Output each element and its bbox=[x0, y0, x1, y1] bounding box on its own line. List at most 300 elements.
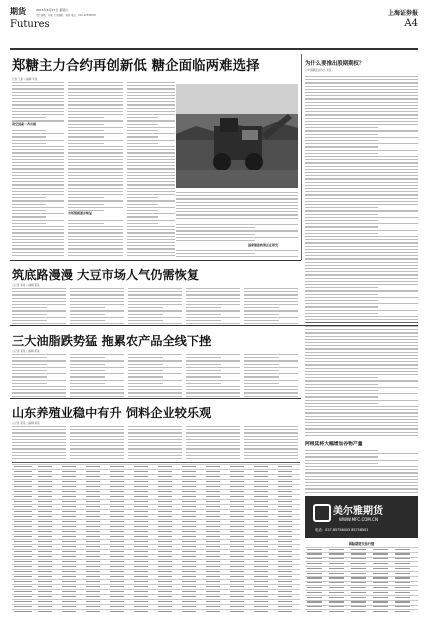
text-line bbox=[186, 452, 240, 453]
text-line bbox=[244, 380, 298, 381]
text-line bbox=[305, 159, 418, 160]
text-line bbox=[12, 213, 64, 214]
text-line bbox=[127, 156, 175, 157]
table-cell-mark bbox=[110, 566, 124, 567]
text-line bbox=[127, 82, 175, 83]
text-line bbox=[70, 439, 124, 440]
text-line bbox=[305, 485, 418, 486]
table-cell-mark bbox=[62, 556, 76, 557]
table-cell-mark bbox=[158, 541, 172, 542]
text-line bbox=[12, 114, 64, 115]
text-line bbox=[70, 298, 124, 299]
right-table-cell-mark bbox=[395, 601, 410, 602]
text-line bbox=[70, 320, 105, 321]
text-line bbox=[244, 360, 298, 361]
text-line bbox=[305, 479, 418, 480]
ad-brand: 美尔雅期货 bbox=[333, 506, 383, 517]
table-grid-row bbox=[12, 479, 300, 480]
text-line bbox=[12, 117, 46, 118]
table-cell-mark bbox=[278, 466, 292, 467]
ad-phone: 电话：027-85756003 85758502 bbox=[315, 528, 369, 532]
table-cell-mark bbox=[62, 486, 76, 487]
table-grid-row bbox=[12, 569, 300, 570]
text-line bbox=[127, 98, 175, 99]
text-line bbox=[68, 149, 123, 150]
text-line bbox=[68, 130, 104, 131]
text-line bbox=[68, 255, 123, 256]
table-cell-mark bbox=[110, 506, 124, 507]
table-cell-mark bbox=[182, 516, 196, 517]
text-line bbox=[305, 281, 418, 282]
text-line bbox=[12, 426, 66, 427]
text-line bbox=[68, 172, 123, 173]
table-cell-mark bbox=[38, 501, 52, 502]
text-line bbox=[305, 339, 418, 340]
table-cell-mark bbox=[134, 596, 148, 597]
table-cell-mark bbox=[158, 516, 172, 517]
text-line bbox=[305, 387, 418, 388]
table-cell-mark bbox=[62, 611, 76, 612]
story3-byline: ○记者 某某 ○编辑 某某 bbox=[12, 350, 40, 353]
text-line bbox=[305, 146, 378, 147]
table-grid-row bbox=[12, 504, 300, 505]
table-cell-mark bbox=[134, 511, 148, 512]
table-cell-mark bbox=[134, 471, 148, 472]
text-line bbox=[186, 323, 240, 324]
text-line bbox=[12, 288, 66, 289]
text-line bbox=[186, 360, 240, 361]
right-table-cell-mark bbox=[351, 563, 366, 564]
text-line bbox=[12, 448, 66, 449]
table-cell-mark bbox=[182, 496, 196, 497]
table-cell-mark bbox=[158, 486, 172, 487]
text-line bbox=[12, 156, 64, 157]
table-cell-mark bbox=[62, 526, 76, 527]
text-line bbox=[305, 207, 378, 208]
table-cell-mark bbox=[134, 466, 148, 467]
table-grid-row bbox=[12, 534, 300, 535]
table-cell-mark bbox=[38, 491, 52, 492]
table-cell-mark bbox=[38, 561, 52, 562]
text-line bbox=[244, 442, 298, 443]
table-cell-mark bbox=[230, 586, 244, 587]
table-cell-mark bbox=[110, 476, 124, 477]
table-grid-row bbox=[12, 544, 300, 545]
table-cell-mark bbox=[278, 526, 292, 527]
text-line bbox=[305, 130, 418, 131]
text-line bbox=[305, 242, 418, 243]
text-line bbox=[127, 232, 175, 233]
table-cell-mark bbox=[182, 601, 196, 602]
text-line bbox=[70, 367, 124, 368]
table-cell-mark bbox=[158, 531, 172, 532]
story2-byline: ○记者 某某 ○编辑 某某 bbox=[12, 284, 40, 287]
text-line bbox=[305, 428, 418, 429]
right-table-cell-mark bbox=[373, 582, 388, 583]
story4-byline: ○记者 某某 ○编辑 某某 bbox=[12, 422, 40, 425]
table-cell-mark bbox=[38, 591, 52, 592]
text-line bbox=[128, 323, 182, 324]
text-line bbox=[186, 458, 240, 459]
text-line bbox=[244, 458, 298, 459]
text-line bbox=[12, 429, 66, 430]
text-line bbox=[12, 255, 64, 256]
table-cell-mark bbox=[38, 526, 52, 527]
text-line bbox=[186, 436, 240, 437]
right-table-cell-mark bbox=[395, 606, 410, 607]
sidebar-byline: ○中国期货业协会 某某 bbox=[305, 69, 332, 72]
table-cell-mark bbox=[62, 481, 76, 482]
text-line bbox=[127, 172, 175, 173]
right-table-cell-mark bbox=[395, 577, 410, 578]
text-line bbox=[186, 376, 221, 377]
text-line bbox=[305, 153, 378, 154]
table-cell-mark bbox=[158, 611, 172, 612]
right-table-cell-mark bbox=[307, 611, 322, 612]
text-line bbox=[244, 439, 298, 440]
table-cell-mark bbox=[278, 556, 292, 557]
text-line bbox=[128, 291, 182, 292]
table-cell-mark bbox=[134, 486, 148, 487]
table-cell-mark bbox=[86, 501, 100, 502]
text-line bbox=[70, 376, 105, 377]
table-cell-mark bbox=[14, 566, 32, 567]
table-cell-mark bbox=[278, 591, 292, 592]
right-table-row bbox=[305, 595, 418, 596]
text-line bbox=[305, 230, 418, 231]
text-line bbox=[127, 165, 175, 166]
table-cell-mark bbox=[206, 541, 220, 542]
story2-headline: 筑底路漫漫 大豆市场人气仍需恢复 bbox=[12, 268, 200, 282]
table-cell-mark bbox=[134, 576, 148, 577]
text-line bbox=[70, 392, 124, 393]
table-cell-mark bbox=[158, 576, 172, 577]
table-cell-mark bbox=[134, 526, 148, 527]
text-line bbox=[244, 386, 298, 387]
text-line bbox=[12, 200, 64, 201]
table-cell-mark bbox=[38, 496, 52, 497]
text-line bbox=[12, 220, 64, 221]
subhead-1: 利空因素一齐出现 bbox=[12, 122, 37, 126]
text-line bbox=[127, 204, 158, 205]
table-cell-mark bbox=[230, 501, 244, 502]
text-line bbox=[305, 306, 378, 307]
table-cell-mark bbox=[38, 471, 52, 472]
text-line bbox=[70, 304, 124, 305]
table-cell-mark bbox=[110, 536, 124, 537]
text-line bbox=[68, 88, 123, 89]
text-line bbox=[70, 432, 124, 433]
table-cell-mark bbox=[254, 546, 268, 547]
text-line bbox=[128, 386, 182, 387]
text-line bbox=[68, 165, 123, 166]
text-line bbox=[305, 178, 418, 179]
table-cell-mark bbox=[134, 611, 148, 612]
table-cell-mark bbox=[182, 576, 196, 577]
text-line bbox=[127, 85, 175, 86]
text-line bbox=[244, 426, 298, 427]
table-cell-mark bbox=[158, 556, 172, 557]
text-line bbox=[68, 204, 104, 205]
text-line bbox=[68, 223, 104, 224]
table-cell-mark bbox=[206, 611, 220, 612]
text-line bbox=[127, 104, 175, 105]
table-cell-mark bbox=[158, 521, 172, 522]
table-row-rule bbox=[12, 462, 300, 463]
text-line bbox=[186, 429, 240, 430]
right-table-cell-mark bbox=[329, 606, 344, 607]
table-cell-mark bbox=[230, 491, 244, 492]
text-line bbox=[305, 419, 418, 420]
text-line bbox=[127, 252, 175, 253]
text-line bbox=[176, 240, 255, 241]
table-cell-mark bbox=[206, 496, 220, 497]
table-cell-mark bbox=[230, 551, 244, 552]
text-line bbox=[68, 239, 123, 240]
table-cell-mark bbox=[86, 516, 100, 517]
table-cell-mark bbox=[134, 516, 148, 517]
table-cell-mark bbox=[254, 511, 268, 512]
text-line bbox=[12, 360, 66, 361]
text-line bbox=[176, 224, 298, 225]
text-line bbox=[127, 194, 175, 195]
table-cell-mark bbox=[206, 531, 220, 532]
text-line bbox=[68, 229, 123, 230]
right-table-cell-mark bbox=[329, 558, 344, 559]
text-line bbox=[70, 291, 124, 292]
right-table-cell-mark bbox=[329, 582, 344, 583]
text-line bbox=[68, 133, 123, 134]
text-line bbox=[127, 117, 158, 118]
table-cell-mark bbox=[254, 501, 268, 502]
right-table-cell-mark bbox=[395, 558, 410, 559]
table-cell-mark bbox=[254, 576, 268, 577]
text-line bbox=[305, 111, 418, 112]
table-cell-mark bbox=[110, 611, 124, 612]
text-line bbox=[305, 162, 418, 163]
table-cell-mark bbox=[86, 551, 100, 552]
text-line bbox=[128, 376, 163, 377]
table-cell-mark bbox=[38, 536, 52, 537]
text-line bbox=[68, 236, 123, 237]
table-cell-mark bbox=[134, 536, 148, 537]
text-line bbox=[186, 314, 221, 315]
text-line bbox=[12, 442, 66, 443]
table-cell-mark bbox=[14, 561, 32, 562]
text-line bbox=[186, 373, 240, 374]
table-cell-mark bbox=[182, 566, 196, 567]
text-line bbox=[176, 198, 298, 199]
table-cell-mark bbox=[230, 581, 244, 582]
text-line bbox=[70, 357, 105, 358]
right-table-cell-mark bbox=[329, 601, 344, 602]
table-cell-mark bbox=[254, 506, 268, 507]
table-cell-mark bbox=[62, 546, 76, 547]
table-grid-row bbox=[12, 474, 300, 475]
text-line bbox=[305, 380, 418, 381]
table-cell-mark bbox=[254, 591, 268, 592]
right-table-row bbox=[305, 576, 418, 577]
table-cell-mark bbox=[206, 521, 220, 522]
text-line bbox=[127, 120, 175, 121]
text-line bbox=[127, 223, 158, 224]
text-line bbox=[12, 194, 64, 195]
text-line bbox=[244, 392, 298, 393]
text-line bbox=[127, 152, 175, 153]
text-line bbox=[305, 258, 418, 259]
text-line bbox=[176, 250, 298, 251]
text-line bbox=[176, 256, 298, 257]
table-cell-mark bbox=[86, 576, 100, 577]
table-cell-mark bbox=[254, 581, 268, 582]
table-cell-mark bbox=[38, 571, 52, 572]
table-cell-mark bbox=[230, 466, 244, 467]
section-divider-3 bbox=[10, 398, 301, 399]
text-line bbox=[244, 304, 298, 305]
text-line bbox=[127, 229, 175, 230]
right-table-cell-mark bbox=[329, 587, 344, 588]
table-cell-mark bbox=[14, 471, 32, 472]
table-grid-row bbox=[12, 509, 300, 510]
text-line bbox=[12, 380, 66, 381]
table-cell-mark bbox=[110, 551, 124, 552]
text-line bbox=[12, 188, 64, 189]
text-line bbox=[68, 98, 123, 99]
table-cell-mark bbox=[38, 481, 52, 482]
table-cell-mark bbox=[206, 491, 220, 492]
top-story-headline: 郑糖主力合约再创新低 糖企面临两难选择 bbox=[12, 59, 260, 74]
right-table-row bbox=[305, 600, 418, 601]
table-cell-mark bbox=[158, 511, 172, 512]
text-line bbox=[12, 452, 66, 453]
table-cell-mark bbox=[230, 531, 244, 532]
table-cell-mark bbox=[158, 571, 172, 572]
table-cell-mark bbox=[206, 486, 220, 487]
text-line bbox=[127, 248, 175, 249]
table-grid-row bbox=[12, 489, 300, 490]
text-line bbox=[305, 456, 378, 457]
text-line bbox=[127, 236, 175, 237]
text-line bbox=[127, 159, 175, 160]
table-cell-mark bbox=[110, 496, 124, 497]
text-line bbox=[127, 168, 175, 169]
table-cell-mark bbox=[86, 601, 100, 602]
table-cell-mark bbox=[86, 531, 100, 532]
table-cell-mark bbox=[86, 536, 100, 537]
table-cell-mark bbox=[86, 561, 100, 562]
table-cell-mark bbox=[206, 601, 220, 602]
table-cell-mark bbox=[158, 501, 172, 502]
text-line bbox=[305, 348, 418, 349]
table-cell-mark bbox=[230, 536, 244, 537]
text-line bbox=[128, 396, 182, 397]
text-line bbox=[12, 143, 46, 144]
table-cell-mark bbox=[278, 506, 292, 507]
text-line bbox=[186, 320, 221, 321]
text-line bbox=[305, 403, 378, 404]
table-cell-mark bbox=[110, 521, 124, 522]
right-table-cell-mark bbox=[373, 553, 388, 554]
table-cell-mark bbox=[62, 581, 76, 582]
text-line bbox=[305, 284, 418, 285]
table-cell-mark bbox=[86, 581, 100, 582]
table-cell-mark bbox=[206, 516, 220, 517]
text-line bbox=[186, 298, 240, 299]
text-line bbox=[305, 332, 418, 333]
text-line bbox=[70, 386, 124, 387]
table-cell-mark bbox=[158, 601, 172, 602]
table-cell-mark bbox=[158, 466, 172, 467]
table-grid-row bbox=[12, 494, 300, 495]
right-table-cell-mark bbox=[351, 611, 366, 612]
text-line bbox=[305, 86, 418, 87]
text-line bbox=[128, 442, 182, 443]
table-cell-mark bbox=[158, 596, 172, 597]
text-line bbox=[127, 127, 175, 128]
table-cell-mark bbox=[62, 466, 76, 467]
table-cell-mark bbox=[182, 471, 196, 472]
table-cell-mark bbox=[62, 511, 76, 512]
text-line bbox=[127, 226, 175, 227]
table-cell-mark bbox=[86, 491, 100, 492]
table-cell-mark bbox=[158, 506, 172, 507]
table-cell-mark bbox=[86, 511, 100, 512]
right-table-cell-mark bbox=[351, 577, 366, 578]
text-line bbox=[305, 297, 418, 298]
text-line bbox=[127, 210, 158, 211]
text-line bbox=[244, 317, 298, 318]
table-cell-mark bbox=[62, 496, 76, 497]
table-cell-mark bbox=[182, 491, 196, 492]
table-cell-mark bbox=[110, 481, 124, 482]
table-cell-mark bbox=[278, 581, 292, 582]
text-line bbox=[68, 101, 123, 102]
text-line bbox=[128, 304, 182, 305]
table-cell-mark bbox=[62, 531, 76, 532]
table-cell-mark bbox=[158, 591, 172, 592]
text-line bbox=[305, 137, 418, 138]
table-cell-mark bbox=[110, 501, 124, 502]
table-cell-mark bbox=[254, 516, 268, 517]
text-line bbox=[68, 111, 123, 112]
text-line bbox=[244, 448, 298, 449]
text-line bbox=[12, 226, 64, 227]
table-grid-row bbox=[12, 469, 300, 470]
table-cell-mark bbox=[86, 486, 100, 487]
right-table-cell-mark bbox=[373, 558, 388, 559]
story3-headline: 三大油脂跌势猛 拖累农产品全线下挫 bbox=[12, 334, 212, 348]
table-cell-mark bbox=[86, 606, 100, 607]
text-line bbox=[176, 211, 298, 212]
table-cell-mark bbox=[110, 576, 124, 577]
table-cell-mark bbox=[14, 536, 32, 537]
right-table-title: 国际期货交易行情 bbox=[348, 542, 375, 546]
text-line bbox=[70, 442, 124, 443]
subhead-2: 市场情绪逐步恢复 bbox=[68, 211, 93, 215]
text-line bbox=[127, 88, 175, 89]
table-grid-row bbox=[12, 574, 300, 575]
text-line bbox=[128, 294, 182, 295]
text-line bbox=[128, 301, 182, 302]
text-line bbox=[70, 380, 124, 381]
text-line bbox=[70, 396, 124, 397]
table-cell-mark bbox=[86, 541, 100, 542]
right-table-cell-mark bbox=[395, 568, 410, 569]
table-cell-mark bbox=[206, 571, 220, 572]
right-table-cell-mark bbox=[351, 573, 366, 574]
text-line bbox=[305, 82, 418, 83]
table-cell-mark bbox=[134, 561, 148, 562]
